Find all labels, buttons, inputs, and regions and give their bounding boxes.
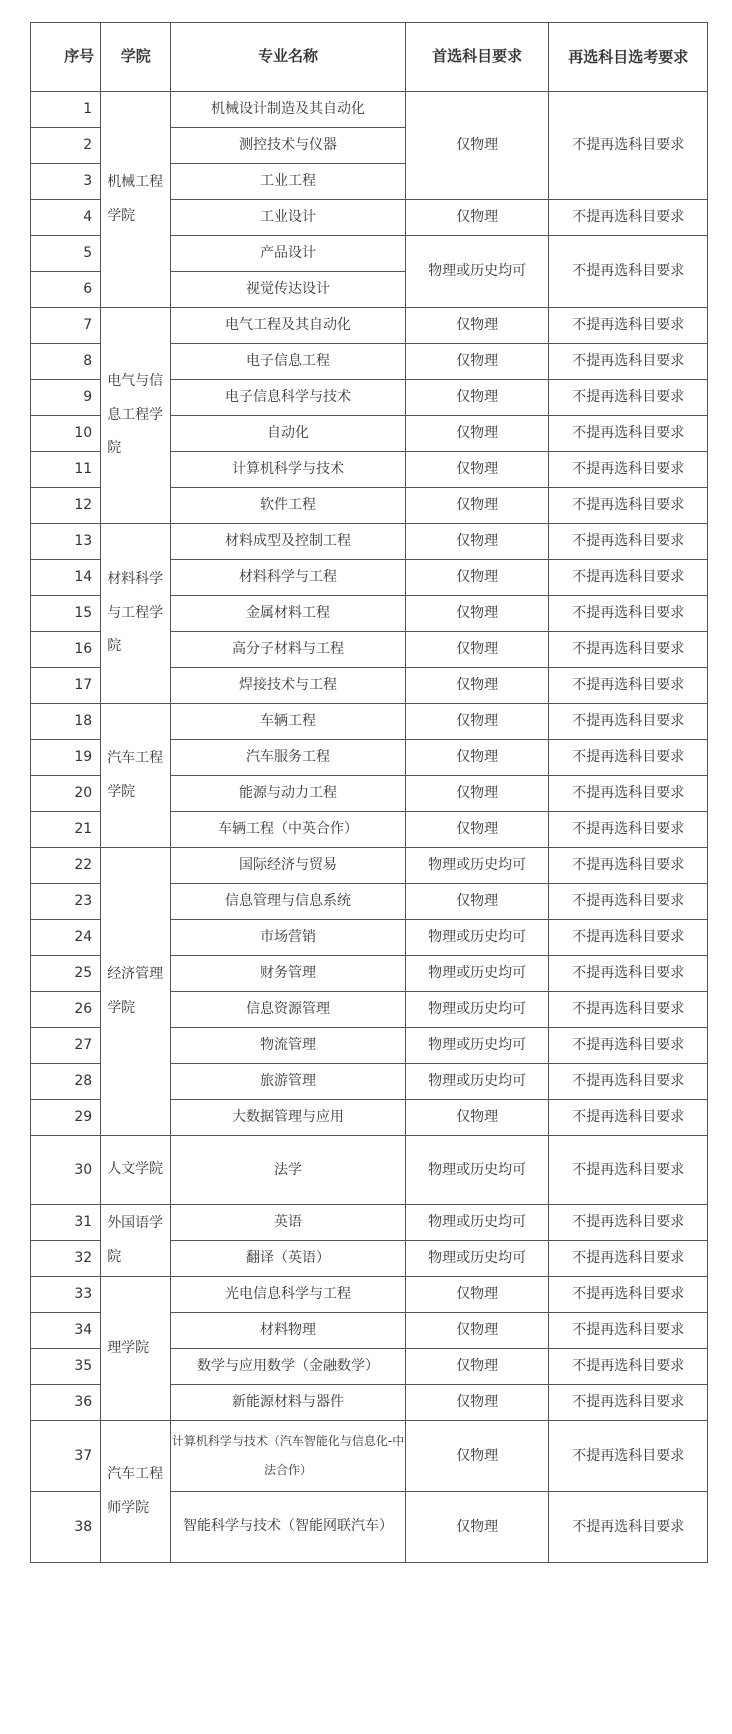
header-first-subject: 首选科目要求 (405, 23, 549, 92)
second-subject-cell: 不提再选科目要求 (549, 92, 708, 200)
major-cell: 汽车服务工程 (171, 740, 405, 776)
first-subject-cell: 仅物理 (405, 560, 549, 596)
first-subject-cell: 仅物理 (405, 1349, 549, 1385)
college-cell: 电气与信息工程学院 (101, 308, 171, 524)
row-index: 20 (31, 776, 101, 812)
first-subject-cell: 物理或历史均可 (405, 1028, 549, 1064)
row-index: 25 (31, 956, 101, 992)
second-subject-cell: 不提再选科目要求 (549, 1277, 708, 1313)
second-subject-cell: 不提再选科目要求 (549, 1028, 708, 1064)
row-index: 37 (31, 1421, 101, 1492)
major-requirements-table (30, 22, 708, 1563)
first-subject-cell: 仅物理 (405, 1277, 549, 1313)
major-cell: 计算机科学与技术 (171, 452, 405, 488)
row-index: 4 (31, 200, 101, 236)
second-subject-cell: 不提再选科目要求 (549, 1421, 708, 1492)
major-cell: 财务管理 (171, 956, 405, 992)
second-subject-cell: 不提再选科目要求 (549, 956, 708, 992)
second-subject-cell: 不提再选科目要求 (549, 1136, 708, 1205)
major-cell: 软件工程 (171, 488, 405, 524)
row-index: 24 (31, 920, 101, 956)
major-cell: 机械设计制造及其自动化 (171, 92, 405, 128)
first-subject-cell: 仅物理 (405, 524, 549, 560)
first-subject-cell: 仅物理 (405, 200, 549, 236)
first-subject-cell: 物理或历史均可 (405, 1205, 549, 1241)
second-subject-cell: 不提再选科目要求 (549, 848, 708, 884)
second-subject-cell: 不提再选科目要求 (549, 380, 708, 416)
major-cell: 计算机科学与技术（汽车智能化与信息化-中法合作） (171, 1421, 405, 1492)
row-index: 33 (31, 1277, 101, 1313)
major-cell: 产品设计 (171, 236, 405, 272)
header-index: 序号 (31, 23, 101, 92)
header-second-subject: 再选科目选考要求 (549, 23, 708, 92)
major-cell: 电子信息工程 (171, 344, 405, 380)
first-subject-cell: 仅物理 (405, 632, 549, 668)
first-subject-cell: 物理或历史均可 (405, 1064, 549, 1100)
second-subject-cell: 不提再选科目要求 (549, 344, 708, 380)
first-subject-cell: 仅物理 (405, 776, 549, 812)
row-index: 19 (31, 740, 101, 776)
second-subject-cell: 不提再选科目要求 (549, 1313, 708, 1349)
row-index: 23 (31, 884, 101, 920)
header-major: 专业名称 (171, 23, 405, 92)
header-college: 学院 (101, 23, 171, 92)
row-index: 13 (31, 524, 101, 560)
major-cell: 数学与应用数学（金融数学） (171, 1349, 405, 1385)
row-index: 38 (31, 1492, 101, 1563)
major-cell: 法学 (171, 1136, 405, 1205)
second-subject-cell: 不提再选科目要求 (549, 992, 708, 1028)
second-subject-cell: 不提再选科目要求 (549, 488, 708, 524)
row-index: 14 (31, 560, 101, 596)
second-subject-cell: 不提再选科目要求 (549, 920, 708, 956)
second-subject-cell: 不提再选科目要求 (549, 1492, 708, 1563)
major-cell: 新能源材料与器件 (171, 1385, 405, 1421)
table-row (31, 1421, 708, 1492)
major-cell: 英语 (171, 1205, 405, 1241)
major-cell: 智能科学与技术（智能网联汽车） (171, 1492, 405, 1563)
first-subject-cell: 物理或历史均可 (405, 956, 549, 992)
major-cell: 材料物理 (171, 1313, 405, 1349)
college-cell: 材料科学与工程学院 (101, 524, 171, 704)
first-subject-cell: 仅物理 (405, 1492, 549, 1563)
major-cell: 电子信息科学与技术 (171, 380, 405, 416)
second-subject-cell: 不提再选科目要求 (549, 1100, 708, 1136)
row-index: 27 (31, 1028, 101, 1064)
major-cell: 材料成型及控制工程 (171, 524, 405, 560)
row-index: 30 (31, 1136, 101, 1205)
major-cell: 焊接技术与工程 (171, 668, 405, 704)
first-subject-cell: 仅物理 (405, 1313, 549, 1349)
second-subject-cell: 不提再选科目要求 (549, 1241, 708, 1277)
row-index: 2 (31, 128, 101, 164)
first-subject-cell: 物理或历史均可 (405, 1136, 549, 1205)
second-subject-cell: 不提再选科目要求 (549, 704, 708, 740)
college-cell: 经济管理学院 (101, 848, 171, 1136)
row-index: 21 (31, 812, 101, 848)
major-cell: 材料科学与工程 (171, 560, 405, 596)
major-cell: 大数据管理与应用 (171, 1100, 405, 1136)
major-cell: 信息管理与信息系统 (171, 884, 405, 920)
row-index: 15 (31, 596, 101, 632)
second-subject-cell: 不提再选科目要求 (549, 452, 708, 488)
first-subject-cell: 物理或历史均可 (405, 920, 549, 956)
first-subject-cell: 仅物理 (405, 452, 549, 488)
second-subject-cell: 不提再选科目要求 (549, 560, 708, 596)
row-index: 7 (31, 308, 101, 344)
first-subject-cell: 物理或历史均可 (405, 992, 549, 1028)
row-index: 22 (31, 848, 101, 884)
first-subject-cell: 仅物理 (405, 1385, 549, 1421)
major-cell: 工业工程 (171, 164, 405, 200)
table-header-row (31, 23, 708, 92)
table-row (31, 1277, 708, 1313)
second-subject-cell: 不提再选科目要求 (549, 596, 708, 632)
college-cell: 机械工程学院 (101, 92, 171, 308)
table-row (31, 308, 708, 344)
table-row (31, 1205, 708, 1241)
major-cell: 旅游管理 (171, 1064, 405, 1100)
row-index: 36 (31, 1385, 101, 1421)
major-cell: 视觉传达设计 (171, 272, 405, 308)
second-subject-cell: 不提再选科目要求 (549, 1205, 708, 1241)
second-subject-cell: 不提再选科目要求 (549, 740, 708, 776)
second-subject-cell: 不提再选科目要求 (549, 200, 708, 236)
first-subject-cell: 仅物理 (405, 92, 549, 200)
first-subject-cell: 仅物理 (405, 1421, 549, 1492)
first-subject-cell: 仅物理 (405, 416, 549, 452)
table-row (31, 1136, 708, 1205)
row-index: 28 (31, 1064, 101, 1100)
row-index: 26 (31, 992, 101, 1028)
major-cell: 翻译（英语） (171, 1241, 405, 1277)
first-subject-cell: 物理或历史均可 (405, 848, 549, 884)
major-cell: 测控技术与仪器 (171, 128, 405, 164)
table-row (31, 848, 708, 884)
first-subject-cell: 仅物理 (405, 344, 549, 380)
row-index: 34 (31, 1313, 101, 1349)
row-index: 12 (31, 488, 101, 524)
row-index: 8 (31, 344, 101, 380)
second-subject-cell: 不提再选科目要求 (549, 884, 708, 920)
second-subject-cell: 不提再选科目要求 (549, 308, 708, 344)
major-cell: 金属材料工程 (171, 596, 405, 632)
college-cell: 理学院 (101, 1277, 171, 1421)
major-cell: 电气工程及其自动化 (171, 308, 405, 344)
row-index: 11 (31, 452, 101, 488)
major-cell: 国际经济与贸易 (171, 848, 405, 884)
major-cell: 自动化 (171, 416, 405, 452)
first-subject-cell: 仅物理 (405, 1100, 549, 1136)
row-index: 32 (31, 1241, 101, 1277)
college-cell: 汽车工程师学院 (101, 1421, 171, 1563)
row-index: 9 (31, 380, 101, 416)
row-index: 35 (31, 1349, 101, 1385)
row-index: 6 (31, 272, 101, 308)
second-subject-cell: 不提再选科目要求 (549, 524, 708, 560)
first-subject-cell: 仅物理 (405, 488, 549, 524)
second-subject-cell: 不提再选科目要求 (549, 812, 708, 848)
row-index: 18 (31, 704, 101, 740)
first-subject-cell: 仅物理 (405, 812, 549, 848)
major-cell: 物流管理 (171, 1028, 405, 1064)
first-subject-cell: 仅物理 (405, 668, 549, 704)
second-subject-cell: 不提再选科目要求 (549, 668, 708, 704)
first-subject-cell: 物理或历史均可 (405, 236, 549, 308)
college-cell: 外国语学院 (101, 1205, 171, 1277)
first-subject-cell: 仅物理 (405, 704, 549, 740)
major-cell: 工业设计 (171, 200, 405, 236)
row-index: 16 (31, 632, 101, 668)
row-index: 5 (31, 236, 101, 272)
second-subject-cell: 不提再选科目要求 (549, 1385, 708, 1421)
second-subject-cell: 不提再选科目要求 (549, 1349, 708, 1385)
college-cell: 人文学院 (101, 1136, 171, 1205)
first-subject-cell: 仅物理 (405, 380, 549, 416)
row-index: 10 (31, 416, 101, 452)
second-subject-cell: 不提再选科目要求 (549, 776, 708, 812)
first-subject-cell: 仅物理 (405, 740, 549, 776)
row-index: 31 (31, 1205, 101, 1241)
table-row (31, 524, 708, 560)
row-index: 3 (31, 164, 101, 200)
major-cell: 高分子材料与工程 (171, 632, 405, 668)
row-index: 17 (31, 668, 101, 704)
major-cell: 市场营销 (171, 920, 405, 956)
second-subject-cell: 不提再选科目要求 (549, 632, 708, 668)
first-subject-cell: 物理或历史均可 (405, 1241, 549, 1277)
major-cell: 光电信息科学与工程 (171, 1277, 405, 1313)
second-subject-cell: 不提再选科目要求 (549, 416, 708, 452)
major-cell: 车辆工程 (171, 704, 405, 740)
first-subject-cell: 仅物理 (405, 884, 549, 920)
table-row (31, 704, 708, 740)
row-index: 1 (31, 92, 101, 128)
major-cell: 信息资源管理 (171, 992, 405, 1028)
major-cell: 车辆工程（中英合作） (171, 812, 405, 848)
first-subject-cell: 仅物理 (405, 308, 549, 344)
first-subject-cell: 仅物理 (405, 596, 549, 632)
row-index: 29 (31, 1100, 101, 1136)
second-subject-cell: 不提再选科目要求 (549, 236, 708, 308)
table-row (31, 92, 708, 128)
college-cell: 汽车工程学院 (101, 704, 171, 848)
major-cell: 能源与动力工程 (171, 776, 405, 812)
second-subject-cell: 不提再选科目要求 (549, 1064, 708, 1100)
